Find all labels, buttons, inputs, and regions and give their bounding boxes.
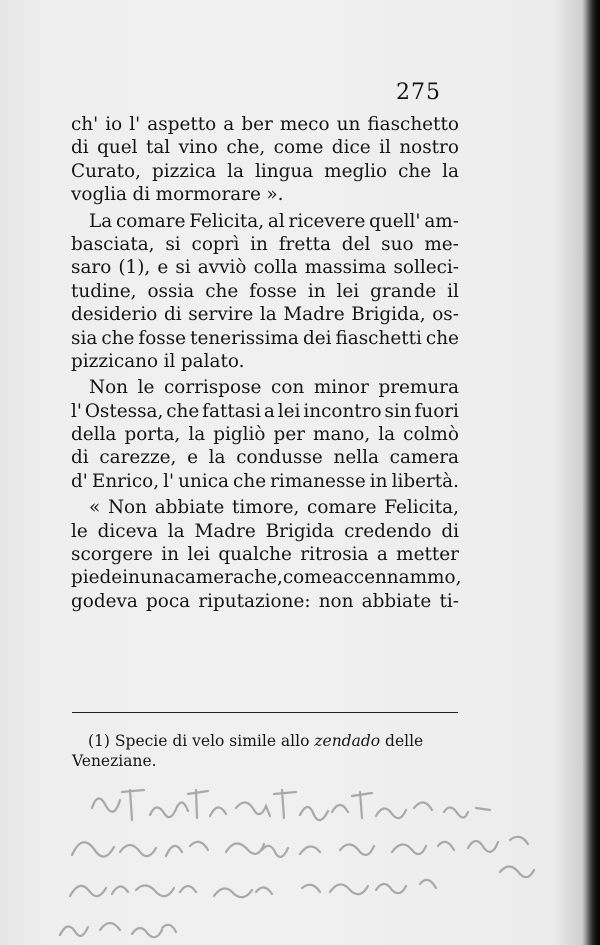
word: a <box>263 400 275 422</box>
word: camera <box>389 447 459 469</box>
word: ossia <box>147 280 195 302</box>
footnote-marker: (1) <box>88 732 110 750</box>
word: condusse <box>236 447 323 469</box>
text-line <box>71 303 459 326</box>
word: meco <box>279 114 330 135</box>
word: metter <box>396 544 459 566</box>
word: suo <box>381 233 414 255</box>
text-line <box>71 400 459 423</box>
word: accennammo, <box>332 567 462 589</box>
word: libertà. <box>391 470 459 492</box>
word: (1), <box>118 257 151 279</box>
text-line <box>71 350 459 373</box>
word: per <box>273 424 305 446</box>
word: abbiate <box>154 497 225 519</box>
word: dice <box>331 137 371 159</box>
word: saro <box>71 257 112 279</box>
text-line <box>71 496 459 519</box>
word: fosse <box>138 327 187 349</box>
footnote-line <box>88 731 460 751</box>
footnote-text-end: delle <box>385 732 424 750</box>
word: Madre <box>194 520 256 542</box>
word: un <box>336 114 361 135</box>
word: del <box>341 233 371 255</box>
word: poca <box>146 590 191 612</box>
page-edge-shadow <box>586 0 600 945</box>
word: l' <box>71 400 82 422</box>
word: vino <box>178 137 218 159</box>
word: ricevere <box>288 210 366 232</box>
word: Curato, <box>71 160 141 182</box>
word: al <box>267 210 285 232</box>
word: unica <box>178 470 229 492</box>
word: Ostessa, <box>84 400 164 422</box>
footnote-continuation: Veneziane. <box>72 752 157 770</box>
word: Enrico, <box>91 470 160 492</box>
word: palato. <box>180 350 245 372</box>
word: La <box>89 210 113 232</box>
word: credendo <box>344 520 432 542</box>
word: camera <box>174 567 244 589</box>
word: os- <box>432 304 459 326</box>
word: sin <box>384 400 412 422</box>
word: la <box>208 447 226 469</box>
word: ber <box>241 114 273 135</box>
word: la <box>227 160 244 182</box>
word: am- <box>424 210 459 232</box>
word: ti- <box>439 590 459 612</box>
text-line <box>71 520 459 543</box>
word: pizzica <box>151 160 217 182</box>
text-line <box>71 280 459 303</box>
word: di <box>132 184 151 206</box>
word: la <box>167 520 185 542</box>
word: in <box>250 233 268 255</box>
word: a <box>376 544 388 566</box>
word: diceva <box>97 520 158 542</box>
word: e <box>187 447 198 469</box>
text-line <box>71 233 459 256</box>
word: lei <box>277 400 301 422</box>
word: piede <box>71 567 123 589</box>
word: d' <box>71 470 88 492</box>
word: riputazione: <box>198 590 311 612</box>
word: rimanesse <box>270 470 366 492</box>
text-line <box>71 136 459 159</box>
word: premura <box>378 377 459 399</box>
word: ritrosia <box>300 544 369 566</box>
word: la <box>188 424 206 446</box>
word: aspetto <box>147 114 217 135</box>
word: comare <box>116 210 186 232</box>
word: massima <box>304 257 387 279</box>
word: quel <box>97 137 138 159</box>
word: meglio <box>324 160 388 182</box>
word: di <box>163 304 182 326</box>
word: e <box>157 257 169 279</box>
word: Non <box>107 497 147 519</box>
word: Madre <box>283 304 345 326</box>
word: che <box>166 400 200 422</box>
word: fiaschetti <box>335 327 422 349</box>
word: con <box>271 377 305 399</box>
word: Non <box>89 377 129 399</box>
word: basciata, <box>71 233 155 255</box>
word: in <box>161 544 180 566</box>
page-number: 275 <box>396 80 441 105</box>
word: mormorare <box>155 184 261 206</box>
body-text <box>71 113 462 613</box>
word: in <box>307 280 326 302</box>
footnote-emphasis: zendado <box>314 732 381 750</box>
word: nella <box>333 447 379 469</box>
word: corrispose <box>163 377 262 399</box>
word: che <box>233 470 267 492</box>
word: « <box>89 497 101 519</box>
word: voglia <box>71 184 127 206</box>
text-line <box>71 183 459 206</box>
word: qualche <box>218 544 292 566</box>
word: tenerissima <box>190 327 299 349</box>
word: della <box>71 424 117 446</box>
text-line <box>71 376 459 399</box>
word: di <box>71 137 89 159</box>
word: ». <box>266 184 284 206</box>
word: l' <box>163 470 175 492</box>
word: coprì <box>191 233 240 255</box>
word: godeva <box>71 590 138 612</box>
word: nostro <box>399 137 459 159</box>
word: la <box>442 160 459 182</box>
text-line <box>71 446 459 469</box>
text-line <box>71 113 459 136</box>
word: pigliò <box>213 424 266 446</box>
word: in <box>369 470 388 492</box>
text-line <box>71 327 459 350</box>
word: il <box>447 280 459 302</box>
word: come <box>273 137 324 159</box>
text-line <box>71 256 459 279</box>
word: si <box>165 233 181 255</box>
word: dei <box>302 327 332 349</box>
word: fiaschetto <box>367 114 459 135</box>
word: comare <box>307 497 377 519</box>
word: fretta <box>278 233 331 255</box>
word: tudine, <box>71 280 137 302</box>
word: Felicita, <box>189 210 265 232</box>
word: abbiate <box>361 590 432 612</box>
word: colla <box>253 257 298 279</box>
text-line <box>71 543 459 566</box>
word: minor <box>313 377 369 399</box>
word: servire <box>188 304 254 326</box>
text-line <box>71 160 459 183</box>
word: avviò <box>197 257 247 279</box>
word: grande <box>370 280 437 302</box>
word: desiderio <box>71 304 158 326</box>
word: una <box>139 567 175 589</box>
word: Brigida <box>265 520 335 542</box>
word: che <box>205 280 239 302</box>
word: che <box>398 160 432 182</box>
word: sia <box>71 327 98 349</box>
word: lei <box>187 544 211 566</box>
text-line <box>71 210 459 233</box>
word: colmò <box>403 424 459 446</box>
word: come <box>282 567 333 589</box>
word: si <box>175 257 191 279</box>
word: timore, <box>232 497 300 519</box>
word: lingua <box>254 160 314 182</box>
word: lei <box>336 280 360 302</box>
word: l' <box>129 114 141 135</box>
word: che, <box>226 137 266 159</box>
text-line <box>71 590 459 613</box>
text-line <box>71 566 462 589</box>
word: il <box>163 350 176 372</box>
word: Brigida, <box>351 304 426 326</box>
footnote-text: Specie di velo simile allo <box>114 732 310 750</box>
word: mano, <box>313 424 371 446</box>
word: di <box>441 520 459 542</box>
word: io <box>105 114 123 135</box>
word: la <box>259 304 277 326</box>
word: le <box>137 377 155 399</box>
word: solleci- <box>393 257 459 279</box>
footnote-divider <box>72 712 458 713</box>
word: carezze, <box>99 447 177 469</box>
footnote <box>72 731 460 771</box>
word: fattasi <box>202 400 262 422</box>
word: pizzicano <box>71 350 159 372</box>
word: quell' <box>369 210 421 232</box>
word: tal <box>145 137 171 159</box>
word: il <box>379 137 391 159</box>
word: me- <box>424 233 459 255</box>
word: porta, <box>124 424 181 446</box>
word: che, <box>243 567 283 589</box>
text-line <box>71 423 459 446</box>
word: che <box>101 327 135 349</box>
word: non <box>318 590 354 612</box>
word: di <box>71 447 89 469</box>
word: che <box>425 327 459 349</box>
word: ch' <box>71 114 99 135</box>
word: incontro <box>303 400 382 422</box>
word: in <box>122 567 140 589</box>
word: fosse <box>249 280 297 302</box>
word: la <box>378 424 396 446</box>
word: a <box>223 114 235 135</box>
word: scorgere <box>71 544 153 566</box>
word: fuori <box>414 400 459 422</box>
word: le <box>71 520 88 542</box>
text-line <box>71 470 459 493</box>
word: Felicita, <box>384 497 459 519</box>
